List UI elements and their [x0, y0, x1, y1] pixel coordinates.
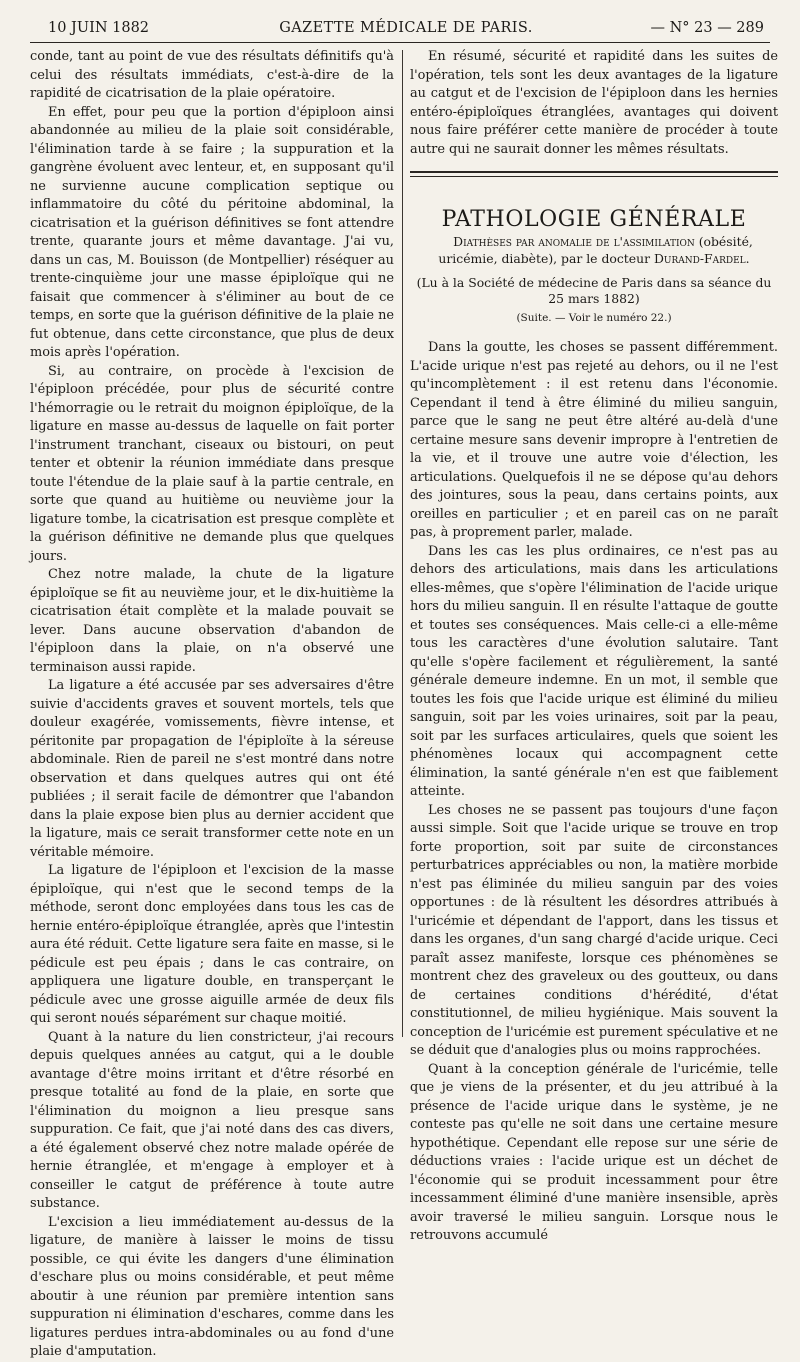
- paragraph: Si, au contraire, on procède à l'excision de l'épiploon précédée, pour plus de sécurité contre l'hémorragie ou le retrait du moignon épiploïque, de la ligature en masse au-dessus de laquelle on fait porter l'instrument tranchant, ciseaux ou bistouri, on peut tenter et obtenir la réunion immédiate dans presque toute l'étendue de la plaie sauf à la partie centrale, en sorte que quand au huitième ou neuvième jour la ligature tombe, la cicatrisation est presque complète et la guérison définitive ne demande plus que quelques jours.: [30, 363, 394, 564]
- section-title: PATHOLOGIE GÉNÉRALE: [441, 207, 747, 232]
- paragraph: L'excision a lieu immédiatement au-dessus de la ligature, de manière à laisser le moins de tissu possible, ce qui évite les dangers d'une élimination d'eschare plus ou moins considérable, et peut même aboutir à une réunion par première intention sans suppuration ni élimination d'eschares, comme dans les ligatures perdues intra-abdominales ou au fond d'une plaie d'amputation.: [30, 1214, 394, 1359]
- read-note: (Lu à la Société de médecine de Paris dans sa séance du 25 mars 1882): [416, 275, 772, 306]
- conclusion-paragraph: En résumé, sécurité et rapidité dans les suites de l'opération, tels sont les deux avantages de la ligature au catgut et de l'excision de l'épiploon dans les hernies entéro-épiploïques étranglées, avantages qui doivent nous faire préférer cette manière de procéder à toute autre qui ne saurait donner les mêmes résultats.: [410, 49, 778, 157]
- right-column: [410, 48, 778, 1246]
- paragraph: Dans la goutte, les choses se passent différemment. L'acide urique n'est pas rejeté au dehors, ou il ne l'est qu'incomplètement : il est retenu dans l'économie. Cependant il tend à être éliminé du milieu sanguin, parce que le sang ne peut être altéré au-delà d'une certaine mesure sans devenir impropre à l'entretien de la vie, et il trouve une autre voie d'élection, les articulations. Quelquefois il ne se dépose qu'au dehors des jointures, sous la peau, dans certains points, aux oreilles en particulier ; et en pareil cas on ne paraît pas, à proprement parler, malade.: [410, 340, 778, 540]
- subtitle-topic: Diathèses par anomalie de l'assimilation: [453, 234, 695, 249]
- issue-page-number: — N° 23 — 289: [650, 20, 764, 36]
- left-column: [30, 48, 394, 1362]
- paragraph: La ligature de l'épiploon et l'excision de la masse épiploïque, qui n'est que le second temps de la méthode, seront donc employées dans tous les cas de hernie entéro-épiploïque étranglée, après que l'intestin aura été réduit. Cette ligature sera faite en masse, si le pédicule est peu épais ; dans le cas contraire, on appliquera une ligature double, en transperçant le pédicule avec une grosse aiguille armée de deux fils qui seront noués séparément sur chaque moitié.: [30, 863, 394, 1026]
- paragraph: conde, tant au point de vue des résultats définitifs qu'à celui des résultats immédiats, c'est-à-dire de la rapidité de cicatrisation de la plaie opératoire.: [30, 49, 394, 101]
- paragraph: La ligature a été accusée par ses adversaires d'être suivie d'accidents graves et souvent mortels, tels que douleur exagérée, vomissements, fièvre intense, et péritonite par propagation de l'épiploïte à la séreuse abdominale. Rien de pareil ne s'est montré dans notre observation et dans quelques autres qui ont été publiées ; il serait facile de démontrer que l'abandon dans la plaie expose bien plus au dernier accident que la ligature, mais ce serait transformer cette note en un véritable mémoire.: [30, 678, 394, 860]
- issue-date: 10 JUIN 1882: [48, 20, 150, 36]
- paragraph: Quant à la nature du lien constricteur, j'ai recours depuis quelques années au catgut, qui a le double avantage d'être moins irritant et d'être résorbé en presque totalité au fond de la plaie, en sorte que l'élimination du moignon a lieu presque sans suppuration. Ce fait, que j'ai noté dans des cas divers, a été également observé chez notre malade opérée de hernie étranglée, et m'engage à employer et à conseiller le catgut de préférence à toute autre substance.: [30, 1029, 394, 1211]
- journal-title: GAZETTE MÉDICALE DE PARIS.: [279, 20, 533, 36]
- subtitle-text: (obésité, uricémie, diabète), par le docteur: [438, 234, 753, 266]
- paragraph: Les choses ne se passent pas toujours d'une façon aussi simple. Soit que l'acide urique se trouve en trop forte proportion, soit par suite de circonstances perturbatrices appréciables ou non, la matière morbide n'est pas éliminée du milieu sanguin par des voies opportunes : de là résultent les désordres attribués à l'uricémie et dépendant de l'apport, dans les tissus et dans les organes, d'un sang chargé d'acide urique. Ceci paraît assez manifeste, lorsque ces phénomènes se montrent chez des graveleux ou des goutteux, ou dans de certaines conditions d'hérédité, d'état constitutionnel, de milieu hygiénique. Mais souvent la conception de l'uricémie est purement spéculative et ne se déduit que d'analogies plus ou moins rapprochées.: [410, 802, 778, 1058]
- section-separator: [410, 171, 778, 177]
- article-subtitle: [410, 233, 778, 267]
- paragraph: Quant à la conception générale de l'uricémie, telle que je viens de la présenter, et du jeu attribué à la présence de l'acide urique dans le système, je ne conteste pas qu'elle ne soit dans une certaine mesure hypothétique. Cependant elle repose sur une série de déductions vraies : l'acide urique est un déchet de l'économie qui se produit incessamment pour être incessamment éliminé d'une manière insensible, après avoir traversé le milieu sanguin. Lorsque nous le retrouvons accumulé: [410, 1061, 778, 1243]
- paragraph: Chez notre malade, la chute de la ligature épiploïque se fit au neuvième jour, et le dix-huitième la cicatrisation était complète et la malade pouvait se lever. Dans aucune observation d'abandon de l'épiploon dans la plaie, on n'a observé une terminaison aussi rapide.: [30, 567, 394, 675]
- header-rule: [30, 42, 770, 43]
- page-header: [48, 18, 764, 40]
- column-divider: [402, 50, 403, 1037]
- author-name: Durand-Fardel.: [653, 251, 750, 266]
- paragraph: En effet, pour peu que la portion d'épiploon ainsi abandonnée au milieu de la plaie soit considérable, l'élimination tarde à se faire ; la suppuration et la gangrène évoluent avec lenteur, et, en supposant qu'il ne survienne aucune complication septique ou inflammatoire du côté du péritoine abdominal, la cicatrisation et la guérison définitives se font attendre trente, quarante jours et même davantage. J'ai vu, dans un cas, M. Bouisson (de Montpellier) réséquer au trente-cinquième jour une masse épiploïque qui ne faisait que commencer à s'éliminer au bout de ce temps, en sorte que la guérison définitive de la plaie ne fut obtenue, dans cette circonstance, que plus de deux mois après l'opération.: [30, 104, 394, 360]
- paragraph: Dans les cas les plus ordinaires, ce n'est pas au dehors des articulations, mais dans les articulations elles-mêmes, que s'opère l'élimination de l'acide urique hors du milieu sanguin. Il en résulte l'attaque de goutte et toutes ses conséquences. Mais celle-ci a elle-même tous les caractères d'une évolution salutaire. Tant qu'elle s'opère facilement et régulièrement, la santé générale demeure indemne. En un mot, il semble que toutes les fois que l'acide urique est éliminé du milieu sanguin, soit par les voies urinaires, soit par la peau, soit par les surfaces articulaires, quels que soient les phénomènes locaux qui accompagnent cette élimination, la santé générale n'en est que faiblement atteinte.: [410, 543, 778, 799]
- continuation-note: (Suite. — Voir le numéro 22.): [516, 312, 672, 324]
